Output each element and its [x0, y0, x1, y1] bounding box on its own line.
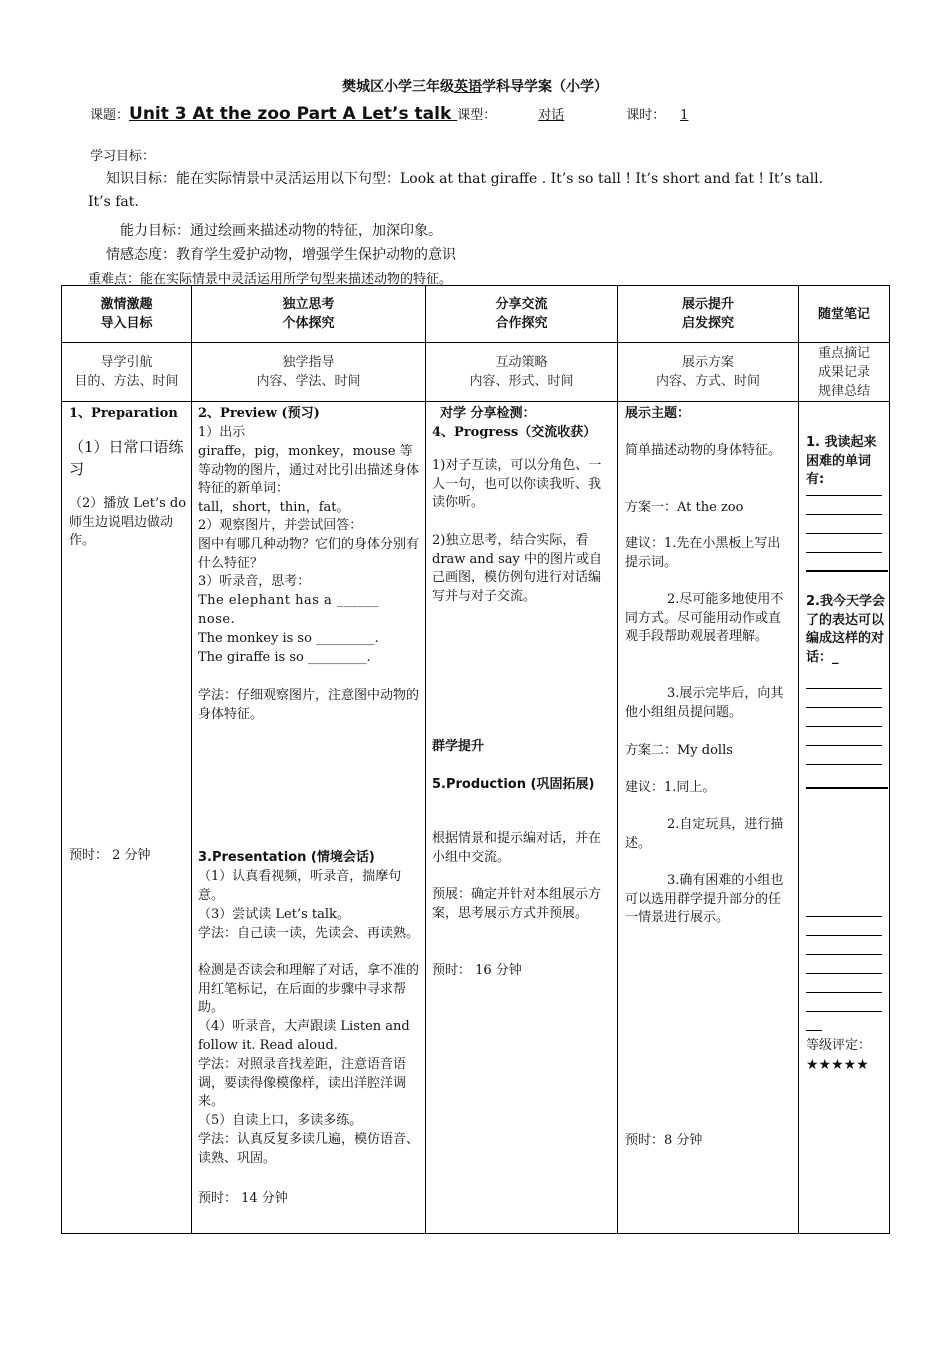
daily-speech-item: （1）日常口语练习: [69, 438, 184, 478]
sub-5-l3: 规律总结: [817, 383, 870, 399]
listen-question-2: The monkey is so _________.: [198, 631, 379, 646]
note-line: [806, 916, 882, 917]
col-individual: [192, 402, 426, 1234]
presentation-step-3: （3）尝试读 Let’s talk。: [198, 907, 350, 922]
header-row: [62, 286, 890, 343]
plan-one-suggestion-3: 3.展示完毕后，向其他小组组员提问题。: [625, 686, 784, 720]
note-line: [806, 726, 882, 727]
listen-question-3: The giraffe is so _________.: [198, 650, 371, 665]
note-line: [806, 570, 888, 572]
check-understanding: 检测是否读会和理解了对话，拿不准的用红笔标记，在后面的步骤中寻求帮助。: [198, 963, 420, 1015]
subheader-cell-5: [799, 343, 890, 402]
plan-two: 方案二：My dolls: [625, 743, 733, 758]
note-line: [806, 552, 882, 553]
sub-2-l2: 内容、学法、时间: [256, 374, 361, 389]
note-line: [806, 688, 882, 689]
grade-label: 等级评定：: [806, 1038, 872, 1053]
note-line: [806, 1030, 822, 1031]
presentation-step-1: （1）认真看视频，听录音，揣摩句意。: [198, 869, 402, 903]
progress-step-2: 2)独立思考，结合实际，看 draw and say 中的图片或自己画图，模仿例句进行对话编写并与对子交流。: [432, 533, 603, 604]
note-hard-words: 1. 我读起来困难的单词有:: [806, 435, 877, 487]
col-cooperative: [426, 402, 618, 1234]
col4-time: 预时：8 分钟: [625, 1133, 703, 1148]
col1-time: 预时： 2 分钟: [69, 848, 151, 863]
pair-check-heading: 对学 分享检测：: [440, 406, 536, 421]
presentation-step-4: （4）听录音，大声跟读 Listen and follow it. Read aloud.: [198, 1019, 410, 1053]
header-2-line2: 个体探究: [282, 316, 335, 331]
period-value: 1: [680, 108, 689, 123]
note-line: [806, 745, 882, 746]
plan-one-suggestion-1: 建议：1.先在小黑板上写出提示词。: [625, 536, 781, 570]
lesson-line: [90, 104, 703, 124]
subheader-cell-3: [426, 343, 618, 402]
col3-time: 预时： 16 分钟: [432, 963, 522, 978]
header-4-line2: 启发探究: [681, 316, 734, 331]
title-subject: 英语: [454, 79, 482, 95]
sub-4-l2: 内容、方式、时间: [655, 374, 760, 389]
sub-1-l2: 目的、方法、时间: [74, 374, 179, 389]
plan-two-suggestion-1: 建议：1.同上。: [625, 780, 716, 795]
preview-step-1: 1）出示: [198, 425, 246, 440]
sub-2-l1: 独学指导: [282, 355, 335, 370]
study-plan-table: [61, 285, 890, 1234]
method-imitate: 学法：对照录音找差距，注意语音语调，要读得像模像样，读出洋腔洋调来。: [198, 1057, 407, 1109]
plan-one: 方案一：At the zoo: [625, 500, 744, 515]
sub-3-l1: 互动策略: [495, 355, 548, 370]
plan-one-suggestion-2: 2.尽可能多地使用不同方式。尽可能用动作或直观手段帮助观展者理解。: [625, 592, 784, 644]
header-1-line1: 激情激趣: [100, 297, 153, 312]
preview-step-2: 2）观察图片，并尝试回答：: [198, 518, 363, 533]
method-observe: 学法：仔细观察图片，注意图中动物的身体特征。: [198, 688, 420, 722]
sub-3-l2: 内容、形式、时间: [469, 374, 574, 389]
subheader-cell-4: [618, 343, 799, 402]
listen-question-1: The elephant has a ______ nose.: [198, 593, 379, 627]
grade-stars: ★★★★★: [806, 1057, 869, 1073]
header-2-line1: 独立思考: [282, 297, 335, 312]
subheader-cell-2: [192, 343, 426, 402]
note-line: [806, 495, 882, 496]
ability-objective: 能力目标：通过绘画来描述动物的特征，加深印象。: [120, 223, 442, 239]
header-cell-3: [426, 286, 618, 343]
progress-heading: 4、Progress（交流收获）: [432, 425, 597, 440]
preview-heading: 2、Preview (预习): [198, 406, 320, 421]
theme-desc: 简单描述动物的身体特征。: [625, 443, 782, 458]
header-1-line2: 导入目标: [100, 316, 153, 331]
presentation-step-5: （5）自读上口，多读多练。: [198, 1113, 363, 1128]
plan-two-suggestion-3: 3.确有困难的小组也可以选用群学提升部分的任一情景进行展示。: [625, 873, 784, 925]
song-item: （2）播放 Let’s do 师生边说唱边做动作。: [69, 496, 187, 548]
preview-show: 预展：确定并针对本组展示方案，思考展示方式并预展。: [432, 887, 602, 921]
knowledge-objective: 知识目标：能在实际情景中灵活运用以下句型：Look at that giraffe . It’s so tall ! It’s short and fat ! It’s tall.: [106, 171, 824, 187]
note-line: [806, 992, 882, 993]
progress-step-1: 1)对子互读，可以分角色、一人一句，也可以你读我听、我读你听。: [432, 458, 602, 510]
note-line: [806, 935, 882, 936]
header-cell-4: [618, 286, 799, 343]
header-4-line1: 展示提升: [681, 297, 734, 312]
content-row: [62, 402, 890, 1234]
header-cell-2: [192, 286, 426, 343]
title-suffix: 学科导学案（小学）: [482, 79, 608, 95]
production-desc: 根据情景和提示编对话，并在小组中交流。: [432, 831, 602, 865]
note-line: [806, 764, 882, 765]
production-heading: 5.Production (巩固拓展): [432, 777, 595, 792]
col-showcase: [618, 402, 799, 1234]
preparation-heading: 1、Preparation: [69, 406, 178, 421]
note-line: [806, 787, 888, 789]
objectives-heading: 学习目标：: [90, 149, 156, 164]
method-practice: 学法：认真反复多读几遍，模仿语音、读熟、巩固。: [198, 1132, 420, 1166]
preview-words: tall，short，thin，fat。: [198, 500, 350, 515]
attitude-objective: 情感态度：教育学生爱护动物，增强学生保护动物的意识: [106, 247, 456, 263]
period-label: 课时：: [626, 108, 666, 123]
preview-step-2-detail: 图中有哪几种动物？它们的身体分别有什么特征？: [198, 537, 420, 571]
col-intro: [62, 402, 192, 1234]
col2-time: 预时： 14 分钟: [198, 1191, 288, 1206]
sub-1-l1: 导学引航: [100, 355, 153, 370]
page-title: [0, 76, 950, 96]
header-3-line2: 合作探究: [495, 316, 548, 331]
preview-step-3: 3）听录音，思考：: [198, 574, 311, 589]
header-5-line1: 随堂笔记: [817, 306, 870, 322]
header-3-line1: 分享交流: [495, 297, 548, 312]
note-line: [806, 954, 882, 955]
theme-heading: 展示主题：: [625, 406, 691, 421]
title-prefix: 樊城区小学三年级: [342, 79, 454, 95]
plan-two-suggestion-2: 2.自定玩具，进行描述。: [625, 817, 784, 851]
subheader-cell-1: [62, 343, 192, 402]
note-line: [806, 707, 882, 708]
lesson-label: 课题：: [90, 108, 130, 123]
preview-step-1-detail: giraffe，pig，monkey，mouse 等等动物的图片，通过对比引出描述身体特征的新单词：: [198, 444, 420, 496]
sub-4-l1: 展示方案: [681, 355, 734, 370]
presentation-heading: 3.Presentation (情境会话): [198, 850, 375, 865]
group-improve-heading: 群学提升: [432, 739, 485, 754]
method-read: 学法：自己读一读，先读会、再读熟。: [198, 926, 420, 941]
note-learned-dialogue: 2.我今天学会了的表达可以编成这样的对话：_: [806, 594, 885, 665]
key-points: 重难点：能在实际情景中灵活运用所学句型来描述动物的特征。: [88, 272, 453, 287]
note-line: [806, 1011, 882, 1012]
type-value: 对话: [538, 108, 565, 123]
note-line: [806, 514, 882, 515]
sub-5-l2: 成果记录: [817, 364, 870, 380]
header-cell-5: [799, 286, 890, 343]
header-cell-1: [62, 286, 192, 343]
sub-5-l1: 重点摘记: [817, 345, 870, 361]
subheader-row: [62, 343, 890, 402]
knowledge-objective-cont: It’s fat.: [88, 194, 139, 210]
note-line: [806, 533, 882, 534]
type-label: 课型：: [457, 108, 497, 123]
lesson-title: Unit 3 At the zoo Part A Let’s talk: [129, 104, 458, 124]
col-notes: [799, 402, 890, 1234]
note-line: [806, 973, 882, 974]
